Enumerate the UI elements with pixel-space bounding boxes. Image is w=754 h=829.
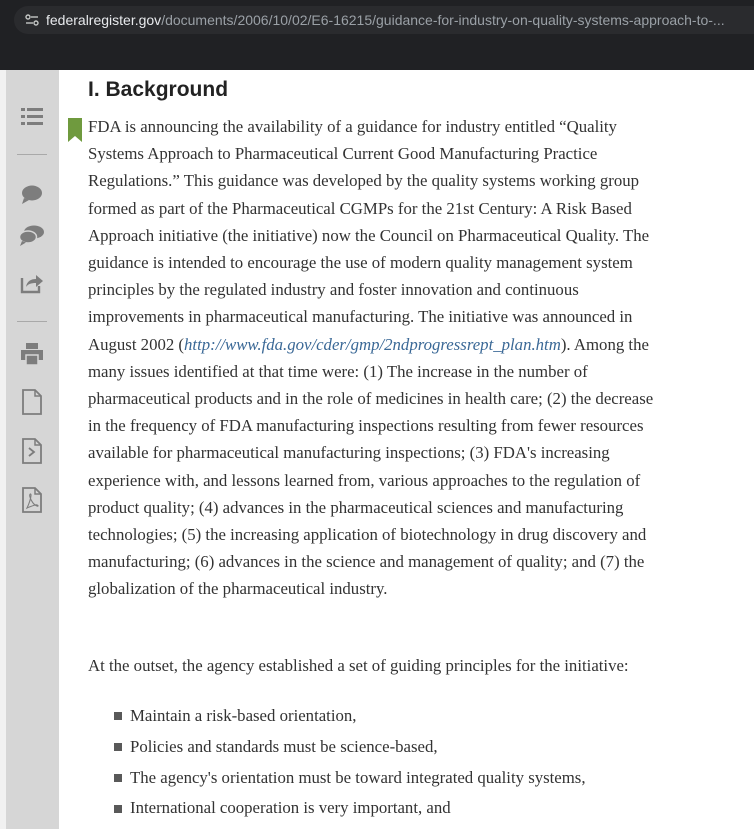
pdf-icon[interactable]	[18, 486, 46, 514]
site-settings-icon[interactable]	[24, 12, 40, 28]
url-host: federalregister.gov	[46, 12, 162, 28]
paragraph-text: ). Among the many issues identified at that time were: (1) The increase in the number of pharmaceutical products and in the role of medicines in health care; (2) the decrease in the frequency of FDA manufacturing inspections resulting from fewer resources available for pharmaceutical manufacturing inspections; (3) FDA's increasing experience with, and lessons learned from, various approaches to the regulation of product quality; (4) advances in the pharmaceutical sciences and manufacturing technologies; (5) the increasing application of biotechnology in drug discovery and manufacturing; (6) advances in the science and management of quality; and (7) the globalization of the pharmaceutical industry.	[88, 334, 654, 599]
table-of-contents-icon[interactable]	[18, 103, 46, 131]
list-item-text: Maintain a risk-based orientation,	[130, 706, 357, 725]
list-item	[114, 763, 586, 794]
section-heading: I. Background	[88, 78, 229, 101]
share-icon[interactable]	[18, 269, 46, 297]
bookmark-icon[interactable]	[68, 118, 82, 142]
background-paragraph	[88, 113, 668, 603]
fda-progress-report-link[interactable]: http://www.fda.gov/cder/gmp/2ndprogressrept_plan.htm	[184, 334, 561, 354]
bullet-icon	[114, 712, 122, 720]
bullet-icon	[114, 805, 122, 813]
address-bar[interactable]	[14, 6, 754, 34]
print-icon[interactable]	[18, 340, 46, 368]
document-icon[interactable]	[18, 388, 46, 416]
list-item-text: Policies and standards must be science-based,	[130, 736, 438, 756]
comment-icon[interactable]	[18, 181, 46, 209]
sidebar-divider	[17, 321, 47, 322]
list-item	[114, 732, 586, 763]
list-item	[114, 701, 586, 732]
bullet-icon	[114, 743, 122, 751]
comments-icon[interactable]	[18, 222, 46, 250]
paragraph-text: FDA is announcing the availability of a guidance for industry entitled “Quality Systems Approach to Pharmaceutical Current Good Manufacturing Practice Regulations.” This guidance was developed by the quality systems working group formed as part of the Pharmaceutical CGMPs for the 21st Century: A Risk Based Approach initiative (the initiative) now the Council on Pharmaceutical Quality. The guidance is intended to encourage the use of modern quality management system principles by the regulated industry and foster innovation and continuous improvements in pharmaceutical manufacturing. The initiative was announced in August 2002 (	[88, 117, 650, 354]
document-text-icon[interactable]	[18, 437, 46, 465]
browser-toolbar	[0, 0, 754, 70]
list-item	[114, 793, 586, 824]
bullet-icon	[114, 774, 122, 782]
sidebar-divider	[17, 154, 47, 155]
url-text[interactable]	[46, 12, 754, 28]
document-sidebar	[6, 70, 59, 829]
guiding-principles-list	[114, 701, 586, 824]
url-path: /documents/2006/10/02/E6-16215/guidance-for-industry-on-quality-systems-approach-to-...	[161, 12, 725, 28]
list-item-text: The agency's orientation must be toward integrated quality systems,	[130, 767, 586, 787]
list-item-text: International cooperation is very important, and	[130, 798, 451, 818]
guiding-principles-intro: At the outset, the agency established a set of guiding principles for the initiative:	[88, 656, 629, 675]
